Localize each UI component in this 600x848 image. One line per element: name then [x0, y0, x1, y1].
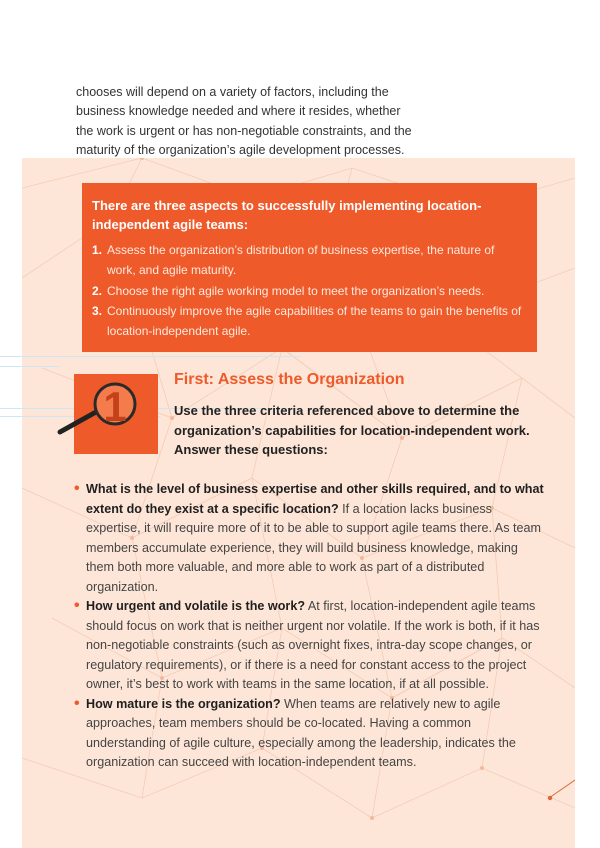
- list-item: [92, 301, 522, 342]
- badge-number: 1: [103, 383, 127, 430]
- list-text: Continuously improve the agile capabilities of the teams to gain the benefits of location-independent agile.: [107, 303, 522, 339]
- list-number: 1.: [92, 243, 103, 257]
- list-item: [92, 240, 522, 281]
- list-number: 2.: [92, 283, 103, 298]
- bullet-icon: •: [74, 480, 80, 497]
- section-badge: [74, 374, 158, 454]
- callout-heading: There are three aspects to successfully implementing location-independent agile teams:: [92, 198, 482, 232]
- question-bold: What is the level of business expertise and other skills required, and to what extent do they exist at a specific location?: [86, 482, 544, 516]
- list-text: Choose the right agile working model to meet the organization’s needs.: [107, 283, 485, 298]
- decorative-line: [0, 356, 300, 357]
- section-title: First: Assess the Organization: [174, 371, 405, 388]
- list-item: [92, 281, 522, 301]
- list-item: [76, 480, 546, 597]
- question-text: At first, location-independent agile teams should focus on work that is neither urgent nor volatile. If the work is both, if it has non-negotiable constraints (such as overnight fixes, intra-day scope changes, or regulatory requirements), or if there is a need for constant access to the project owner, it’s best to work with teams in the same location, if at all possible.: [86, 599, 540, 691]
- question-text: If a location lacks business expertise, it will require more of it to be able to support agile teams there. As team members accumulate experience, they will build business knowledge, making them both more valuable, and more able to work as part of a distributed organization.: [86, 501, 541, 594]
- questions-list: [76, 480, 546, 773]
- list-item: [76, 597, 546, 695]
- bullet-icon: •: [74, 694, 80, 712]
- question-bold: How urgent and volatile is the work?: [86, 599, 306, 613]
- list-number: 3.: [92, 303, 103, 318]
- section-subtitle: Use the three criteria referenced above to determine the organization’s capabilities for location-independent work. Answer these questions:: [174, 403, 530, 457]
- list-text: Assess the organization’s distribution of business expertise, the nature of work, and agile maturity.: [107, 243, 495, 278]
- bullet-icon: •: [74, 597, 80, 614]
- aspects-list: [92, 240, 522, 341]
- intro-paragraph: chooses will depend on a variety of factors, including the business knowledge needed and where it resides, whether the work is urgent or has non-negotiable constraints, and the maturity of the organization’s agile development processes.: [76, 84, 412, 158]
- aspects-callout: [82, 183, 537, 352]
- question-bold: How mature is the organization?: [86, 696, 281, 711]
- decorative-line: [0, 366, 60, 367]
- question-text: When teams are relatively new to agile approaches, team members should be co-located. Having a common understanding of agile culture, especially among the leadership, indicates the organization can succeed with location-independent teams.: [86, 696, 516, 769]
- list-item: [76, 695, 546, 773]
- magnifying-glass-icon: [60, 374, 160, 454]
